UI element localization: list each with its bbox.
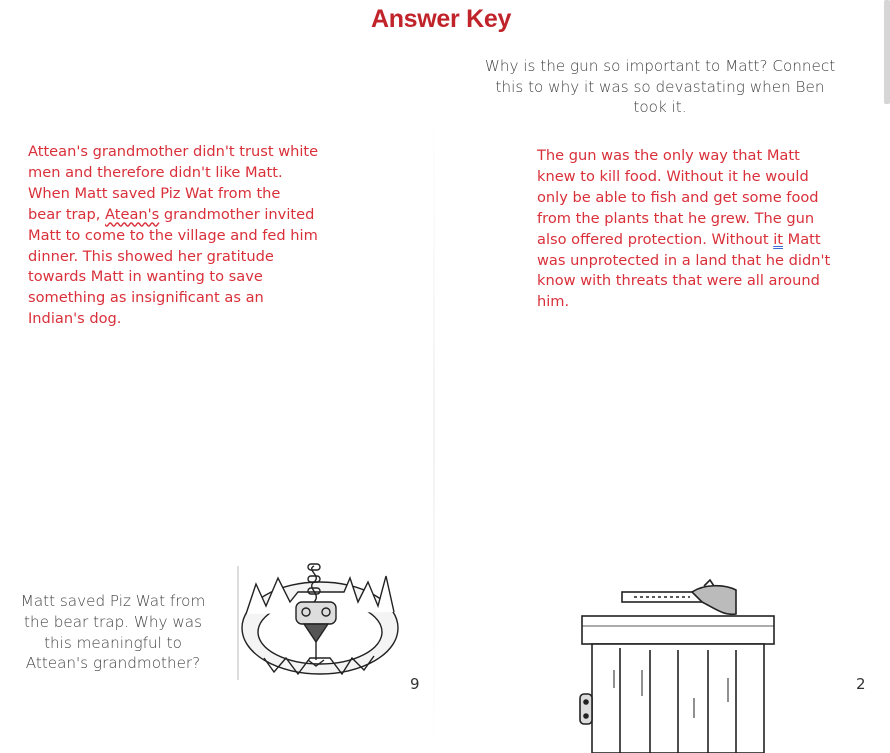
answer-fragment: Matt [782,230,821,248]
bear-trap-question-line: Matt saved Piz Wat from [20,592,206,610]
bear-trap-question-line: Attean's grandmother? [25,654,201,673]
answer-line: Indian's dog. [28,310,122,328]
page-number-left: 9 [410,675,420,693]
gun-on-mantel-illustration [574,578,784,753]
answer-line: knew to kill food. Without it he would [537,167,809,185]
gun-question [470,56,850,118]
bear-trap-illustration [234,562,400,686]
grammar-marked-word: it [773,230,783,248]
answer-line: him. [537,293,570,311]
answer-line: Attean's grandmother didn't trust white [28,143,319,160]
answer-line: from the plants that he grew. The gun [537,209,815,227]
answer-fragment: grandmother invited [159,205,315,223]
page-fold-divider [433,110,435,750]
answer-fragment: bear trap, [28,205,106,223]
answer-line [537,230,830,251]
answer-line: was unprotected in a land that he didn't [537,251,831,269]
answer-line: Matt to come to the village and fed him [28,226,318,244]
bear-trap-question-line: the bear trap. Why was [23,612,202,631]
gun-question-line: this to why it was so devastating when Ben [495,77,825,96]
bear-trap-question [2,591,224,674]
answer-line: only be able to fish and get some food [537,188,819,206]
answer-line: know with threats that were all around [537,272,820,290]
answer-fragment: also offered protection. Without [537,230,774,248]
bear-trap-answer [28,142,318,330]
answer-line: men and therefore didn't like Matt. [28,163,283,181]
gun-answer [537,146,830,313]
answer-line: The gun was the only way that Matt [537,147,800,164]
answer-line: towards Matt in wanting to save [28,268,263,286]
page-title: Answer Key [370,5,512,33]
answer-line: something as insignificant as an [28,289,264,307]
gun-question-line: Why is the gun so important to Matt? Connect [484,57,836,75]
scrollbar[interactable] [884,0,890,104]
answer-line: dinner. This showed her gratitude [28,247,274,265]
page-number-right: 2 [856,675,866,693]
answer-line: When Matt saved Piz Wat from the [28,184,281,202]
spellcheck-marked-word: Atean's [105,205,160,223]
answer-line [28,205,318,226]
bear-trap-question-line: this meaningful to [44,633,182,652]
gun-question-line: took it. [633,98,687,117]
